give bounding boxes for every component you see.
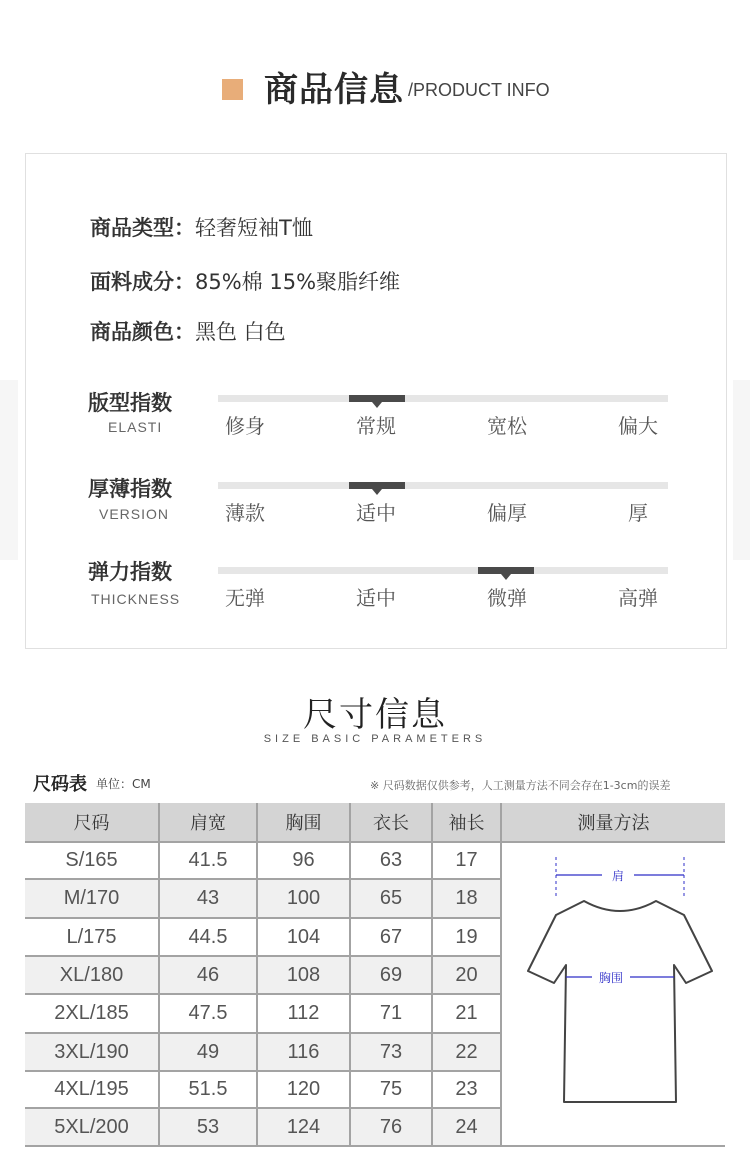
table-cell-length: 69	[351, 957, 431, 993]
info-value: 85%棉 15%聚脂纤维	[195, 270, 401, 294]
table-header-method: 测量方法	[502, 803, 725, 841]
scale-option: 微弹	[487, 586, 527, 610]
table-cell-size: L/175	[25, 919, 158, 955]
table-cell-chest: 112	[258, 995, 349, 1032]
measurement-diagram	[502, 843, 725, 1145]
table-cell-length: 63	[351, 843, 431, 878]
table-cell-length: 71	[351, 995, 431, 1032]
table-cell-shoulder: 49	[160, 1034, 256, 1070]
scale-track-thickness	[218, 482, 668, 489]
table-header-chest: 胸围	[258, 803, 349, 841]
scale-option: 厚	[628, 501, 648, 525]
table-cell-shoulder: 47.5	[160, 995, 256, 1032]
scale-option: 无弹	[225, 586, 265, 610]
table-cell-chest: 116	[258, 1034, 349, 1070]
decorative-strip-right	[733, 380, 750, 560]
scale-option: 适中	[356, 586, 396, 610]
scale-option: 宽松	[487, 414, 527, 438]
scale-option: 偏大	[618, 414, 658, 438]
table-cell-size: 2XL/185	[25, 995, 158, 1032]
scale-subtitle-thickness: VERSION	[99, 506, 170, 522]
table-cell-sleeve: 23	[433, 1072, 500, 1107]
size-section-title: 尺寸信息	[303, 695, 447, 735]
table-cell-shoulder: 44.5	[160, 919, 256, 955]
table-cell-sleeve: 18	[433, 880, 500, 917]
table-cell-sleeve: 22	[433, 1034, 500, 1070]
table-cell-sleeve: 21	[433, 995, 500, 1032]
table-header-shoulder: 肩宽	[160, 803, 256, 841]
chest-label: 胸围	[598, 971, 624, 985]
size-table-note: ※ 尺码数据仅供参考，人工测量方法不同会存在1-3cm的误差	[370, 779, 671, 792]
table-cell-shoulder: 46	[160, 957, 256, 993]
info-label: 商品类型：	[90, 216, 195, 240]
table-header-size: 尺码	[25, 803, 158, 841]
size-table	[25, 803, 725, 1147]
info-row-type	[90, 212, 313, 242]
table-cell-size: M/170	[25, 880, 158, 917]
table-cell-shoulder: 51.5	[160, 1072, 256, 1107]
scale-title-fit: 版型指数	[88, 391, 172, 415]
size-table-unit: 单位：CM	[96, 777, 151, 791]
scale-option: 适中	[356, 501, 396, 525]
info-value: 轻奢短袖T恤	[195, 216, 313, 240]
table-cell-chest: 104	[258, 919, 349, 955]
table-cell-shoulder: 41.5	[160, 843, 256, 878]
table-header-sleeve: 袖长	[433, 803, 500, 841]
table-cell-sleeve: 17	[433, 843, 500, 878]
info-value: 黑色 白色	[195, 320, 286, 344]
scale-marker-fit	[349, 395, 405, 402]
table-cell-size: S/165	[25, 843, 158, 878]
scale-option: 修身	[225, 414, 265, 438]
table-cell-length: 75	[351, 1072, 431, 1107]
table-cell-size: XL/180	[25, 957, 158, 993]
size-table-label: 尺码表	[33, 774, 87, 795]
table-cell-chest: 100	[258, 880, 349, 917]
info-row-color	[90, 316, 286, 346]
scale-marker-elasticity	[478, 567, 534, 574]
table-cell-shoulder: 53	[160, 1109, 256, 1145]
scale-marker-arrow-icon	[501, 574, 511, 580]
info-label: 商品颜色：	[90, 320, 195, 344]
scale-subtitle-fit: ELASTI	[108, 419, 163, 435]
info-row-fabric	[90, 266, 400, 296]
table-cell-length: 76	[351, 1109, 431, 1145]
table-cell-shoulder: 43	[160, 880, 256, 917]
table-cell-sleeve: 19	[433, 919, 500, 955]
scale-subtitle-elasticity: THICKNESS	[91, 591, 181, 607]
decorative-strip-left	[0, 380, 18, 560]
table-cell-chest: 124	[258, 1109, 349, 1145]
table-cell-sleeve: 24	[433, 1109, 500, 1145]
table-cell-size: 5XL/200	[25, 1109, 158, 1145]
scale-option: 薄款	[225, 501, 265, 525]
table-cell-chest: 108	[258, 957, 349, 993]
table-header-length: 衣长	[351, 803, 431, 841]
table-cell-length: 73	[351, 1034, 431, 1070]
table-cell-length: 65	[351, 880, 431, 917]
table-cell-sleeve: 20	[433, 957, 500, 993]
table-cell-chest: 120	[258, 1072, 349, 1107]
size-section-subtitle: SIZE BASIC PARAMETERS	[263, 733, 487, 745]
table-cell-size: 3XL/190	[25, 1034, 158, 1070]
scale-title-elasticity: 弹力指数	[88, 560, 172, 584]
section-subtitle: /PRODUCT INFO	[408, 80, 550, 100]
scale-track-fit	[218, 395, 668, 402]
scale-marker-arrow-icon	[372, 489, 382, 495]
section-title: 商品信息	[264, 70, 404, 110]
scale-option: 偏厚	[487, 501, 527, 525]
scale-title-thickness: 厚薄指数	[88, 477, 172, 501]
table-cell-length: 67	[351, 919, 431, 955]
scale-marker-arrow-icon	[372, 402, 382, 408]
scale-option: 常规	[356, 414, 396, 438]
info-label: 面料成分：	[90, 270, 195, 294]
shoulder-label: 肩	[611, 869, 625, 883]
table-cell-chest: 96	[258, 843, 349, 878]
tshirt-diagram-icon	[502, 843, 725, 1145]
scale-option: 高弹	[618, 586, 658, 610]
table-cell-size: 4XL/195	[25, 1072, 158, 1107]
scale-marker-thickness	[349, 482, 405, 489]
scale-track-elasticity	[218, 567, 668, 574]
accent-square-icon	[222, 79, 243, 100]
